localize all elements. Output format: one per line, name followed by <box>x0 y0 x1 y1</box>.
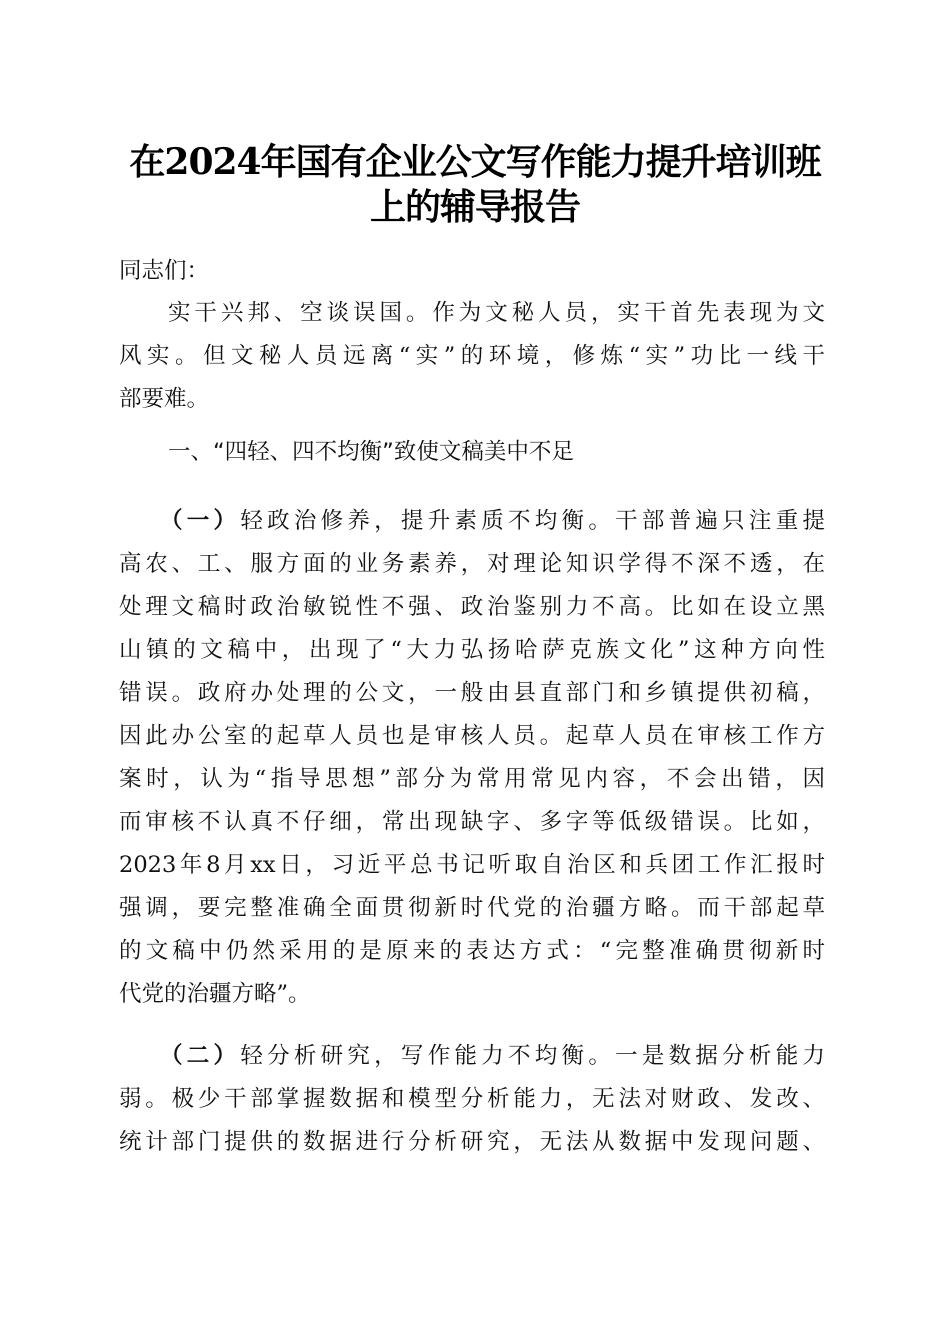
subsection-1-first-line <box>160 506 825 536</box>
intro-line: 实干兴邦、空谈误国。作为文秘人员，实干首先表现为文 <box>168 300 825 326</box>
subsection-1-title-text: 轻政治修养，提升素质不均衡。干部普遍只注重提 <box>240 508 825 534</box>
document-title-line-1: 在2024年国有企业公文写作能力提升培训班 <box>129 141 821 183</box>
section-heading-1: 一、“四轻、四不均衡”致使文稿美中不足 <box>168 439 574 465</box>
subsection-1-number: （一） <box>160 508 241 534</box>
paragraph-line: 错误。政府办处理的公文，一般由县直部门和乡镇提供初稿， <box>119 680 825 706</box>
paragraph-line: 强调，要完整准确全面贯彻新时代党的治疆方略。而干部起草 <box>119 895 825 921</box>
paragraph-line: 而审核不认真不仔细，常出现缺字、多字等低级错误。比如， <box>119 809 825 835</box>
paragraph-line: 处理文稿时政治敏锐性不强、政治鉴别力不高。比如在设立黑 <box>119 594 825 620</box>
subsection-2-number: （二） <box>160 1043 241 1069</box>
intro-line: 风实。但文秘人员远离“实”的环境，修炼“实”功比一线干 <box>119 343 825 369</box>
paragraph-line: 因此办公室的起草人员也是审核人员。起草人员在审核工作方 <box>119 723 825 749</box>
document-title-line-2: 上的辅导报告 <box>369 186 580 228</box>
paragraph-line: 山镇的文稿中，出现了“大力弘扬哈萨克族文化”这种方向性 <box>119 637 825 663</box>
subsection-2-first-line <box>160 1041 825 1071</box>
paragraph-line: 高农、工、服方面的业务素养，对理论知识学得不深不透，在 <box>119 551 825 577</box>
paragraph-line: 2023年8月xx日，习近平总书记听取自治区和兵团工作汇报时 <box>119 852 825 878</box>
paragraph-line: 代党的治疆方略”。 <box>119 981 311 1007</box>
paragraph-line: 弱。极少干部掌握数据和模型分析能力，无法对财政、发改、 <box>119 1086 825 1112</box>
paragraph-line: 案时，认为“指导思想”部分为常用常见内容，不会出错，因 <box>119 766 825 792</box>
paragraph-line: 统计部门提供的数据进行分析研究，无法从数据中发现问题、 <box>119 1129 825 1155</box>
intro-line: 部要难。 <box>119 386 210 412</box>
paragraph-line: 的文稿中仍然采用的是原来的表达方式：“完整准确贯彻新时 <box>119 938 825 964</box>
subsection-2-title-text: 轻分析研究，写作能力不均衡。一是数据分析能力 <box>240 1043 825 1069</box>
salutation: 同志们： <box>119 258 210 284</box>
